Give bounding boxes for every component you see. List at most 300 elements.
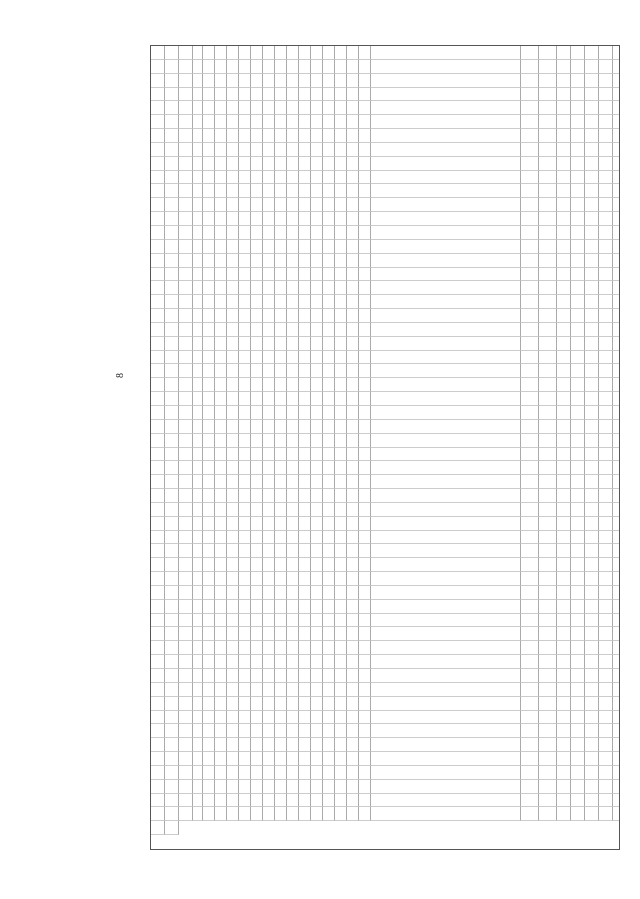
table-cell [371, 60, 521, 74]
table-cell [371, 544, 521, 558]
table-cell [251, 627, 263, 641]
table-cell [287, 226, 299, 240]
table-cell [613, 697, 620, 711]
table-cell [165, 697, 179, 711]
table-cell [311, 780, 323, 794]
table-cell [335, 544, 347, 558]
table-cell [359, 406, 371, 420]
table-cell [571, 115, 585, 129]
table-cell [215, 281, 227, 295]
table-cell [251, 46, 263, 60]
table-cell [571, 268, 585, 282]
table-cell [599, 572, 613, 586]
table-cell [275, 337, 287, 351]
table-cell [287, 766, 299, 780]
table-cell [599, 544, 613, 558]
table-cell [299, 392, 311, 406]
table-cell [323, 378, 335, 392]
table-cell [203, 738, 215, 752]
table-cell [203, 807, 215, 821]
table-cell [275, 655, 287, 669]
table-cell [165, 226, 179, 240]
table-cell [239, 88, 251, 102]
table-cell [521, 586, 539, 600]
table-cell [151, 503, 165, 517]
table-cell [227, 711, 239, 725]
table-cell [215, 544, 227, 558]
table-cell [539, 489, 557, 503]
table-cell [311, 489, 323, 503]
table-cell [151, 669, 165, 683]
table-cell [299, 517, 311, 531]
table-cell [613, 683, 620, 697]
table-cell [539, 157, 557, 171]
table-cell [613, 226, 620, 240]
table-cell [179, 212, 193, 226]
table-cell [613, 780, 620, 794]
table-cell [335, 517, 347, 531]
table-cell [151, 129, 165, 143]
table-cell [165, 198, 179, 212]
table-cell [347, 392, 359, 406]
table-cell [227, 143, 239, 157]
table-cell [203, 254, 215, 268]
table-cell [599, 226, 613, 240]
table-cell [263, 351, 275, 365]
table-cell [193, 129, 203, 143]
table-cell [335, 143, 347, 157]
table-cell [179, 558, 193, 572]
table-cell [251, 323, 263, 337]
table-cell [227, 517, 239, 531]
table-cell [251, 171, 263, 185]
table-cell [239, 337, 251, 351]
table-cell [613, 794, 620, 808]
table-cell [263, 683, 275, 697]
table-cell [263, 392, 275, 406]
table-cell [239, 74, 251, 88]
table-cell [335, 88, 347, 102]
table-cell [165, 461, 179, 475]
table-cell [287, 780, 299, 794]
table-cell [151, 378, 165, 392]
table-cell [585, 572, 599, 586]
table-cell [275, 184, 287, 198]
table-cell [193, 420, 203, 434]
table-cell [585, 752, 599, 766]
table-cell [193, 600, 203, 614]
table-cell [557, 171, 571, 185]
table-cell [585, 406, 599, 420]
table-cell [215, 794, 227, 808]
table-cell [613, 461, 620, 475]
table-cell [311, 212, 323, 226]
table-cell [571, 101, 585, 115]
table-cell [613, 295, 620, 309]
table-cell [371, 711, 521, 725]
table-cell [323, 281, 335, 295]
table-cell [275, 489, 287, 503]
table-cell [215, 420, 227, 434]
table-cell [371, 268, 521, 282]
table-cell [335, 448, 347, 462]
table-cell [521, 254, 539, 268]
table-cell [347, 420, 359, 434]
table-cell [203, 669, 215, 683]
table-cell [521, 738, 539, 752]
table-cell [287, 46, 299, 60]
table-cell [215, 738, 227, 752]
table-cell [275, 434, 287, 448]
table-cell [215, 101, 227, 115]
table-cell [521, 351, 539, 365]
table-cell [613, 212, 620, 226]
table-cell [371, 88, 521, 102]
table-cell [347, 655, 359, 669]
table-cell [347, 351, 359, 365]
table-cell [227, 226, 239, 240]
table-cell [193, 683, 203, 697]
table-cell [203, 780, 215, 794]
table-cell [539, 531, 557, 545]
table-cell [585, 309, 599, 323]
table-cell [203, 364, 215, 378]
table-cell [311, 503, 323, 517]
table-cell [287, 309, 299, 323]
table-cell [359, 309, 371, 323]
table-cell [613, 268, 620, 282]
table-cell [347, 489, 359, 503]
table-cell [539, 184, 557, 198]
table-cell [599, 724, 613, 738]
table-cell [521, 531, 539, 545]
table-cell [215, 157, 227, 171]
table-cell [539, 129, 557, 143]
table-cell [571, 475, 585, 489]
table-cell [287, 558, 299, 572]
table-cell [215, 406, 227, 420]
table-cell [347, 88, 359, 102]
table-cell [215, 489, 227, 503]
table-cell [239, 558, 251, 572]
table-cell [287, 129, 299, 143]
table-cell [151, 531, 165, 545]
table-cell [521, 711, 539, 725]
table-cell [571, 323, 585, 337]
table-cell [193, 364, 203, 378]
table-cell [571, 517, 585, 531]
table-cell [193, 558, 203, 572]
table-cell [287, 101, 299, 115]
table-cell [335, 129, 347, 143]
table-cell [263, 600, 275, 614]
table-cell [557, 268, 571, 282]
table-cell [323, 171, 335, 185]
table-cell [335, 503, 347, 517]
table-cell [311, 697, 323, 711]
table-cell [165, 489, 179, 503]
table-cell [599, 794, 613, 808]
table-cell [557, 711, 571, 725]
table-cell [193, 240, 203, 254]
table-cell [571, 655, 585, 669]
table-cell [347, 586, 359, 600]
table-cell [323, 614, 335, 628]
table-cell [521, 323, 539, 337]
table-cell [165, 392, 179, 406]
table-cell [557, 281, 571, 295]
table-cell [239, 572, 251, 586]
table-cell [179, 738, 193, 752]
table-cell [585, 240, 599, 254]
table-cell [557, 198, 571, 212]
table-cell [557, 60, 571, 74]
table-cell [239, 475, 251, 489]
table-cell [179, 586, 193, 600]
table-cell [203, 655, 215, 669]
table-cell [203, 392, 215, 406]
table-cell [539, 240, 557, 254]
table-cell [179, 184, 193, 198]
table-cell [299, 489, 311, 503]
table-cell [335, 115, 347, 129]
table-cell [263, 309, 275, 323]
table-cell [571, 74, 585, 88]
table-cell [613, 309, 620, 323]
table-cell [287, 711, 299, 725]
table-cell [165, 46, 179, 60]
table-cell [251, 448, 263, 462]
table-cell [275, 268, 287, 282]
table-cell [539, 752, 557, 766]
table-cell [179, 323, 193, 337]
table-cell [599, 171, 613, 185]
table-cell [299, 88, 311, 102]
table-cell [557, 129, 571, 143]
table-cell [323, 724, 335, 738]
table-cell [275, 794, 287, 808]
table-cell [557, 448, 571, 462]
table-cell [179, 101, 193, 115]
table-cell [335, 558, 347, 572]
table-cell [165, 821, 179, 835]
table-cell [585, 212, 599, 226]
table-cell [179, 641, 193, 655]
table-cell [203, 351, 215, 365]
table-cell [227, 655, 239, 669]
table-cell [179, 420, 193, 434]
table-cell [179, 351, 193, 365]
table-cell [263, 60, 275, 74]
table-cell [251, 697, 263, 711]
table-cell [521, 600, 539, 614]
table-cell [571, 434, 585, 448]
table-cell [299, 724, 311, 738]
table-cell [251, 711, 263, 725]
table-cell [347, 517, 359, 531]
table-cell [239, 212, 251, 226]
table-cell [151, 544, 165, 558]
table-cell [557, 378, 571, 392]
table-cell [203, 461, 215, 475]
table-cell [335, 184, 347, 198]
table-cell [227, 697, 239, 711]
table-cell [323, 669, 335, 683]
table-cell [613, 669, 620, 683]
table-cell [275, 129, 287, 143]
table-cell [251, 281, 263, 295]
table-cell [371, 254, 521, 268]
table-cell [179, 697, 193, 711]
table-cell [539, 226, 557, 240]
table-cell [151, 475, 165, 489]
table-cell [299, 434, 311, 448]
table-cell [335, 489, 347, 503]
table-cell [371, 46, 521, 60]
table-cell [359, 627, 371, 641]
table-cell [557, 406, 571, 420]
table-cell [263, 766, 275, 780]
table-cell [585, 171, 599, 185]
table-cell [371, 281, 521, 295]
table-cell [263, 378, 275, 392]
table-cell [311, 226, 323, 240]
table-cell [287, 503, 299, 517]
table-cell [347, 697, 359, 711]
table-cell [347, 254, 359, 268]
table-cell [151, 171, 165, 185]
table-cell [323, 74, 335, 88]
table-cell [335, 641, 347, 655]
table-cell [227, 115, 239, 129]
table-cell [251, 503, 263, 517]
table-cell [323, 364, 335, 378]
table-cell [227, 351, 239, 365]
table-cell [275, 683, 287, 697]
table-cell [539, 794, 557, 808]
table-cell [599, 406, 613, 420]
table-cell [227, 295, 239, 309]
table-cell [275, 641, 287, 655]
table-cell [227, 475, 239, 489]
table-cell [521, 780, 539, 794]
table-cell [311, 254, 323, 268]
table-cell [193, 572, 203, 586]
table-cell [371, 697, 521, 711]
table-cell [323, 323, 335, 337]
table-cell [299, 226, 311, 240]
table-cell [599, 281, 613, 295]
table-cell [287, 641, 299, 655]
table-cell [335, 697, 347, 711]
table-cell [335, 531, 347, 545]
table-cell [299, 101, 311, 115]
table-cell [203, 614, 215, 628]
table-cell [287, 88, 299, 102]
table-cell [227, 461, 239, 475]
table-cell [539, 738, 557, 752]
table-cell [151, 641, 165, 655]
table-cell [359, 489, 371, 503]
table-cell [539, 711, 557, 725]
table-cell [179, 309, 193, 323]
table-cell [165, 627, 179, 641]
table-cell [179, 226, 193, 240]
table-cell [323, 766, 335, 780]
table-cell [287, 240, 299, 254]
table-cell [359, 752, 371, 766]
table-cell [335, 295, 347, 309]
table-cell [263, 448, 275, 462]
table-cell [251, 807, 263, 821]
table-cell [521, 115, 539, 129]
table-cell [165, 254, 179, 268]
table-cell [359, 268, 371, 282]
table-cell [311, 807, 323, 821]
table-cell [557, 115, 571, 129]
table-cell [179, 60, 193, 74]
table-cell [347, 766, 359, 780]
table-cell [371, 738, 521, 752]
table-cell [165, 807, 179, 821]
table-cell [585, 614, 599, 628]
table-cell [287, 351, 299, 365]
table-cell [193, 101, 203, 115]
table-cell [263, 724, 275, 738]
table-cell [599, 212, 613, 226]
table-cell [193, 406, 203, 420]
table-cell [251, 184, 263, 198]
table-cell [323, 655, 335, 669]
table-cell [151, 281, 165, 295]
table-cell [585, 461, 599, 475]
table-cell [203, 475, 215, 489]
table-cell [193, 323, 203, 337]
table-cell [557, 475, 571, 489]
table-cell [599, 254, 613, 268]
table-cell [203, 420, 215, 434]
table-cell [151, 157, 165, 171]
table-cell [571, 143, 585, 157]
table-cell [193, 711, 203, 725]
table-cell [165, 323, 179, 337]
table-cell [151, 738, 165, 752]
table-cell [371, 420, 521, 434]
table-cell [311, 586, 323, 600]
table-cell [347, 143, 359, 157]
table-cell [251, 295, 263, 309]
table-cell [613, 378, 620, 392]
table-cell [599, 752, 613, 766]
table-cell [251, 226, 263, 240]
table-cell [335, 364, 347, 378]
table-cell [539, 268, 557, 282]
table-cell [203, 766, 215, 780]
table-cell [227, 184, 239, 198]
table-cell [251, 157, 263, 171]
table-cell [585, 226, 599, 240]
table-cell [251, 406, 263, 420]
table-cell [299, 420, 311, 434]
table-cell [251, 683, 263, 697]
table-cell [227, 572, 239, 586]
table-cell [299, 212, 311, 226]
table-cell [263, 74, 275, 88]
table-cell [215, 434, 227, 448]
table-cell [599, 586, 613, 600]
table-cell [311, 129, 323, 143]
table-cell [251, 586, 263, 600]
